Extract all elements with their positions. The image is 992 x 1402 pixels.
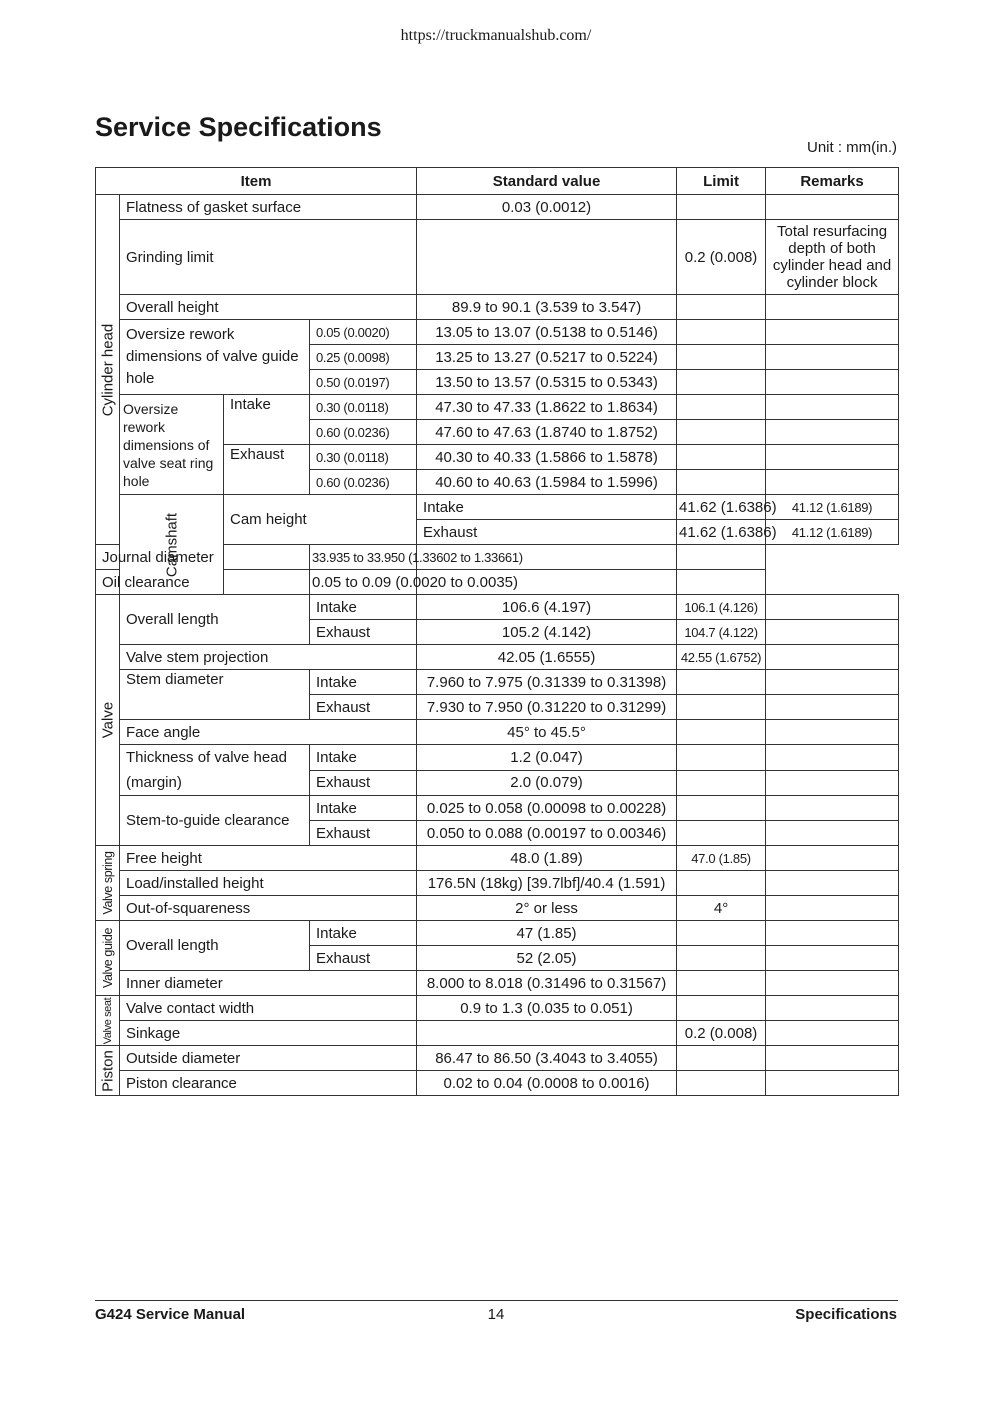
footer-divider xyxy=(95,1300,898,1301)
oversize-cell: 0.30 (0.0118) xyxy=(310,445,417,470)
table-row xyxy=(96,921,899,946)
remarks-cell: Total resurfacing depth of both cylinder head and cylinder block xyxy=(766,220,899,295)
standard-cell: 47 (1.85) xyxy=(417,921,677,946)
item-cell: Overall height xyxy=(120,295,417,320)
standard-cell: 40.30 to 40.33 (1.5866 to 1.5878) xyxy=(417,445,677,470)
item-cell: Valve contact width xyxy=(120,996,417,1021)
header-limit: Limit xyxy=(677,168,766,195)
standard-cell: 7.930 to 7.950 (0.31220 to 0.31299) xyxy=(417,695,677,720)
standard-cell: 45° to 45.5° xyxy=(417,720,677,745)
item-cell: Flatness of gasket surface xyxy=(120,195,417,220)
remarks-cell xyxy=(766,195,899,220)
exhaust-label: Exhaust xyxy=(310,946,417,971)
item-cell: Stem-to-guide clearance xyxy=(120,796,310,846)
limit-cell xyxy=(677,195,766,220)
table-row xyxy=(96,1071,899,1096)
oversize-cell: 0.25 (0.0098) xyxy=(310,345,417,370)
limit-cell xyxy=(677,720,766,745)
item-cell: Overall length xyxy=(120,595,310,645)
limit-cell xyxy=(677,420,766,445)
remarks-cell xyxy=(766,695,899,720)
standard-cell: 0.05 to 0.09 (0.0020 to 0.0035) xyxy=(310,570,417,595)
standard-cell: 41.62 (1.6386) xyxy=(677,520,766,545)
item-cell: Journal diameter xyxy=(96,545,310,570)
header-remarks: Remarks xyxy=(766,168,899,195)
standard-cell: 106.6 (4.197) xyxy=(417,595,677,620)
table-row xyxy=(96,1046,899,1071)
intake-label: Intake xyxy=(224,395,310,445)
table-header-row xyxy=(96,168,899,195)
oversize-cell: 0.05 (0.0020) xyxy=(310,320,417,345)
header-standard: Standard value xyxy=(417,168,677,195)
limit-cell xyxy=(677,796,766,821)
remarks-cell xyxy=(677,570,766,595)
remarks-cell xyxy=(766,1046,899,1071)
page-title: Service Specifications xyxy=(95,112,382,142)
table-row xyxy=(96,971,899,996)
limit-cell xyxy=(677,871,766,896)
item-cell: Cam height xyxy=(224,495,417,545)
standard-cell xyxy=(417,1021,677,1046)
remarks-cell xyxy=(766,595,899,620)
intake-label: Intake xyxy=(310,595,417,620)
remarks-cell xyxy=(766,670,899,695)
remarks-cell xyxy=(766,620,899,645)
limit-cell xyxy=(677,345,766,370)
remarks-cell xyxy=(766,470,899,495)
limit-cell: 0.2 (0.008) xyxy=(677,220,766,295)
group-valve-guide: Valve guide xyxy=(96,921,120,996)
group-piston: Piston xyxy=(96,1046,120,1096)
oversize-cell: 0.60 (0.0236) xyxy=(310,470,417,495)
limit-cell: 0.2 (0.008) xyxy=(677,1021,766,1046)
footer-page-number: 14 xyxy=(487,1306,505,1323)
standard-cell: 8.000 to 8.018 (0.31496 to 0.31567) xyxy=(417,971,677,996)
table-row xyxy=(96,670,899,695)
limit-cell xyxy=(677,395,766,420)
remarks-cell xyxy=(766,645,899,670)
table-row xyxy=(96,871,899,896)
standard-cell: 105.2 (4.142) xyxy=(417,620,677,645)
remarks-cell xyxy=(766,846,899,871)
limit-cell: 4° xyxy=(677,896,766,921)
table-row xyxy=(96,846,899,871)
standard-cell: 2° or less xyxy=(417,896,677,921)
footer-section: Specifications xyxy=(795,1306,897,1323)
item-cell: Inner diameter xyxy=(120,971,417,996)
remarks-cell xyxy=(766,1021,899,1046)
table-row xyxy=(96,320,899,345)
header-item: Item xyxy=(96,168,417,195)
limit-cell xyxy=(677,470,766,495)
oversize-cell: 0.50 (0.0197) xyxy=(310,370,417,395)
table-row xyxy=(96,295,899,320)
item-cell: Oil clearance xyxy=(96,570,310,595)
intake-label: Intake xyxy=(310,670,417,695)
item-cell: Face angle xyxy=(120,720,417,745)
remarks-cell xyxy=(766,896,899,921)
item-cell: Valve stem projection xyxy=(120,645,417,670)
remarks-cell xyxy=(766,971,899,996)
standard-cell: 47.60 to 47.63 (1.8740 to 1.8752) xyxy=(417,420,677,445)
limit-cell xyxy=(677,745,766,771)
standard-cell: 89.9 to 90.1 (3.539 to 3.547) xyxy=(417,295,677,320)
item-cell: Stem diameter xyxy=(120,670,310,720)
table-row xyxy=(96,1021,899,1046)
limit-cell xyxy=(677,320,766,345)
item-cell: Grinding limit xyxy=(120,220,417,295)
remarks-cell xyxy=(766,345,899,370)
item-cell: Oversize rework dimensions of valve seat ring hole xyxy=(120,395,224,495)
table-row xyxy=(96,896,899,921)
limit-cell xyxy=(677,946,766,971)
standard-cell: 13.25 to 13.27 (0.5217 to 0.5224) xyxy=(417,345,677,370)
remarks-cell xyxy=(766,295,899,320)
limit-cell xyxy=(677,445,766,470)
exhaust-label: Exhaust xyxy=(310,620,417,645)
group-camshaft: Camshaft xyxy=(120,495,224,595)
standard-cell: 47.30 to 47.33 (1.8622 to 1.8634) xyxy=(417,395,677,420)
remarks-cell xyxy=(766,320,899,345)
standard-cell: 0.03 (0.0012) xyxy=(417,195,677,220)
table-row xyxy=(96,996,899,1021)
remarks-cell xyxy=(766,796,899,821)
limit-cell: 41.12 (1.6189) xyxy=(766,495,899,520)
standard-cell: 7.960 to 7.975 (0.31339 to 0.31398) xyxy=(417,670,677,695)
limit-cell xyxy=(677,295,766,320)
group-valve-seat: Valve seat xyxy=(96,996,120,1046)
standard-cell: 41.62 (1.6386) xyxy=(677,495,766,520)
item-cell: Sinkage xyxy=(120,1021,417,1046)
remarks-cell xyxy=(677,545,766,570)
table-row xyxy=(96,595,899,620)
limit-cell xyxy=(677,770,766,796)
intake-label: Intake xyxy=(310,745,417,771)
exhaust-label: Exhaust xyxy=(310,695,417,720)
limit-cell xyxy=(677,695,766,720)
limit-cell xyxy=(677,1071,766,1096)
standard-cell: 48.0 (1.89) xyxy=(417,846,677,871)
standard-cell: 40.60 to 40.63 (1.5984 to 1.5996) xyxy=(417,470,677,495)
remarks-cell xyxy=(766,745,899,771)
remarks-cell xyxy=(766,946,899,971)
table-row xyxy=(96,395,899,420)
remarks-cell xyxy=(766,420,899,445)
standard-cell: 2.0 (0.079) xyxy=(417,770,677,796)
exhaust-label: Exhaust xyxy=(417,520,677,545)
table-row xyxy=(96,220,899,295)
limit-cell xyxy=(677,1046,766,1071)
exhaust-label: Exhaust xyxy=(224,445,310,495)
limit-cell xyxy=(677,996,766,1021)
limit-cell xyxy=(677,821,766,846)
limit-cell xyxy=(677,370,766,395)
remarks-cell xyxy=(766,821,899,846)
standard-cell: 1.2 (0.047) xyxy=(417,745,677,771)
standard-cell: 0.025 to 0.058 (0.00098 to 0.00228) xyxy=(417,796,677,821)
remarks-cell xyxy=(766,921,899,946)
standard-cell xyxy=(417,220,677,295)
source-url[interactable]: https://truckmanualshub.com/ xyxy=(400,27,592,44)
limit-cell: 104.7 (4.122) xyxy=(677,620,766,645)
limit-cell xyxy=(677,670,766,695)
remarks-cell xyxy=(766,370,899,395)
standard-cell: 0.9 to 1.3 (0.035 to 0.051) xyxy=(417,996,677,1021)
oversize-cell: 0.60 (0.0236) xyxy=(310,420,417,445)
item-cell: Free height xyxy=(120,846,417,871)
standard-cell: 176.5N (18kg) [39.7lbf]/40.4 (1.591) xyxy=(417,871,677,896)
item-cell: Oversize rework dimensions of valve guide hole xyxy=(120,320,310,395)
item-cell: Out-of-squareness xyxy=(120,896,417,921)
remarks-cell xyxy=(766,395,899,420)
unit-note: Unit : mm(in.) xyxy=(807,139,897,156)
table-row xyxy=(96,495,899,520)
item-cell: Outside diameter xyxy=(120,1046,417,1071)
limit-cell xyxy=(677,921,766,946)
group-cylinder-head: Cylinder head xyxy=(96,195,120,545)
intake-label: Intake xyxy=(310,796,417,821)
item-cell: Load/installed height xyxy=(120,871,417,896)
remarks-cell xyxy=(766,445,899,470)
item-cell: Overall length xyxy=(120,921,310,971)
remarks-cell xyxy=(766,720,899,745)
limit-cell xyxy=(677,971,766,996)
oversize-cell: 0.30 (0.0118) xyxy=(310,395,417,420)
standard-cell: 33.935 to 33.950 (1.33602 to 1.33661) xyxy=(310,545,417,570)
standard-cell: 0.02 to 0.04 (0.0008 to 0.0016) xyxy=(417,1071,677,1096)
standard-cell: 42.05 (1.6555) xyxy=(417,645,677,670)
item-cell: Piston clearance xyxy=(120,1071,417,1096)
standard-cell: 86.47 to 86.50 (3.4043 to 3.4055) xyxy=(417,1046,677,1071)
table-row xyxy=(96,796,899,821)
footer-manual-title: G424 Service Manual xyxy=(95,1306,246,1323)
remarks-cell xyxy=(766,996,899,1021)
limit-cell: 106.1 (4.126) xyxy=(677,595,766,620)
table-row xyxy=(96,645,899,670)
table-row xyxy=(96,745,899,771)
exhaust-label: Exhaust xyxy=(310,770,417,796)
standard-cell: 0.050 to 0.088 (0.00197 to 0.00346) xyxy=(417,821,677,846)
remarks-cell xyxy=(766,1071,899,1096)
remarks-cell xyxy=(766,871,899,896)
exhaust-label: Exhaust xyxy=(310,821,417,846)
spec-table xyxy=(95,167,899,1096)
limit-cell: 47.0 (1.85) xyxy=(677,846,766,871)
table-row xyxy=(96,195,899,220)
group-valve-spring: Valve spring xyxy=(96,846,120,921)
standard-cell: 13.05 to 13.07 (0.5138 to 0.5146) xyxy=(417,320,677,345)
limit-cell: 42.55 (1.6752) xyxy=(677,645,766,670)
intake-label: Intake xyxy=(417,495,677,520)
remarks-cell xyxy=(766,770,899,796)
group-valve: Valve xyxy=(96,595,120,846)
item-cell: Thickness of valve head (margin) xyxy=(120,745,310,796)
limit-cell: 41.12 (1.6189) xyxy=(766,520,899,545)
intake-label: Intake xyxy=(310,921,417,946)
table-row xyxy=(96,720,899,745)
standard-cell: 52 (2.05) xyxy=(417,946,677,971)
standard-cell: 13.50 to 13.57 (0.5315 to 0.5343) xyxy=(417,370,677,395)
